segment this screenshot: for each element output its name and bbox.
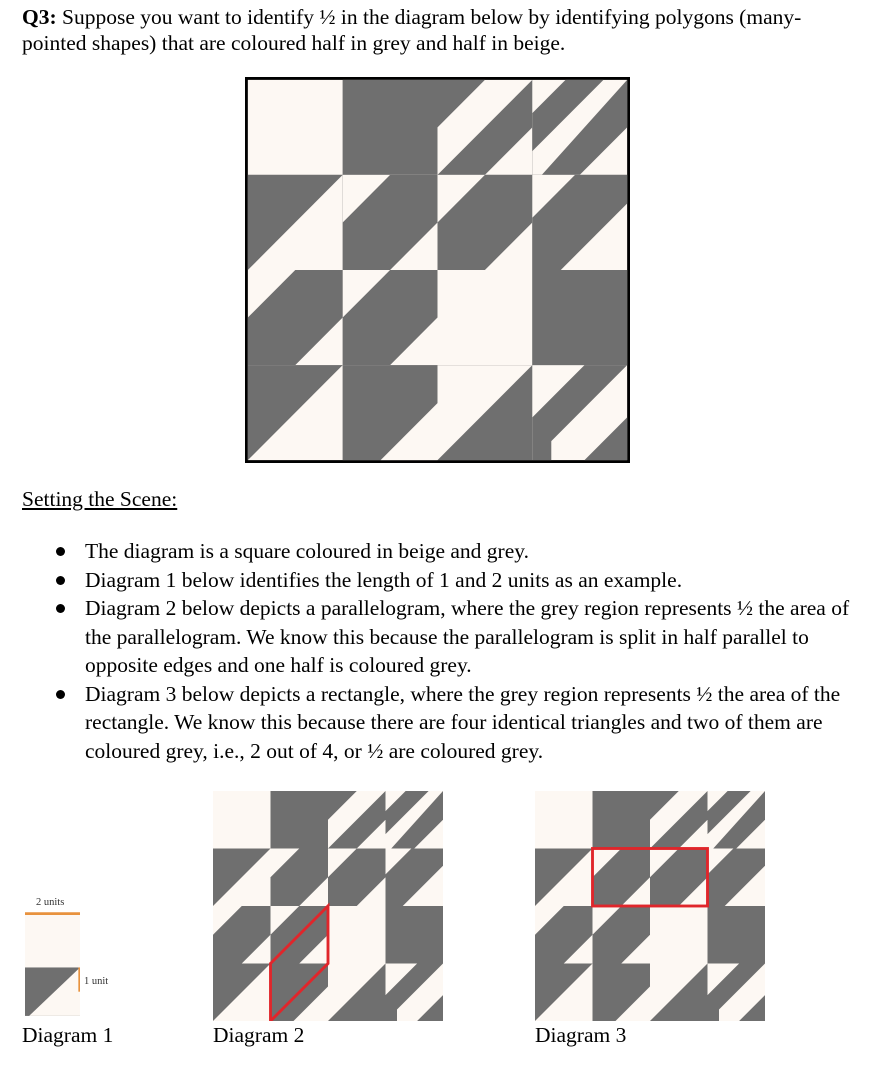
tile-cell: [213, 791, 271, 849]
bullet-item: The diagram is a square coloured in beige and grey.: [56, 537, 856, 566]
diagram-3-caption: Diagram 3: [535, 1023, 627, 1047]
diagram-1: [25, 912, 80, 1017]
tile-grey: [343, 80, 438, 175]
tile-grey: [386, 906, 444, 964]
diagram-2-caption: Diagram 2: [213, 1023, 305, 1047]
question-label: Q3:: [22, 5, 57, 29]
tile-cell: [328, 906, 386, 964]
diagram-2: [213, 791, 443, 1021]
tile-cell: [248, 80, 343, 175]
bullet-item: Diagram 3 below depicts a rectangle, where the grey region represents ½ the area of the rectangle. We know this because there are four identical triangles and two of them are coloured grey, i.e., 2 out of 4, or ½ are coloured grey.: [56, 680, 856, 766]
scene-bullets: [56, 537, 856, 765]
diagram-1-caption: Diagram 1: [22, 1023, 114, 1047]
tile-cell: [535, 791, 593, 849]
tile-grey: [532, 270, 627, 365]
two-units-label: 2 units: [36, 897, 65, 908]
bullet-item: Diagram 1 below identifies the length of 1 and 2 units as an example.: [56, 566, 856, 595]
question-body: Suppose you want to identify ½ in the diagram below by identifying polygons (many-pointed shapes) that are coloured half in grey and half in beige.: [22, 5, 802, 55]
bullet-item: Diagram 2 below depicts a parallelogram, where the grey region represents ½ the area of the parallelogram. We know this because the parallelogram is split in half parallel to opposite edges and one half is coloured grey.: [56, 594, 856, 680]
tile-grey: [708, 906, 766, 964]
one-unit-label: 1 unit: [84, 976, 109, 987]
scene-title: Setting the Scene:: [22, 487, 178, 511]
tile-grey: [593, 791, 651, 849]
main-diagram-tiles: [248, 80, 627, 460]
d1-beige-block: [25, 914, 80, 968]
main-diagram: [245, 77, 630, 463]
tile-cell: [650, 906, 708, 964]
tile-cell: [438, 270, 533, 365]
diagram-3: [535, 791, 765, 1021]
tile-grey: [271, 791, 329, 849]
question-text: [22, 4, 862, 56]
